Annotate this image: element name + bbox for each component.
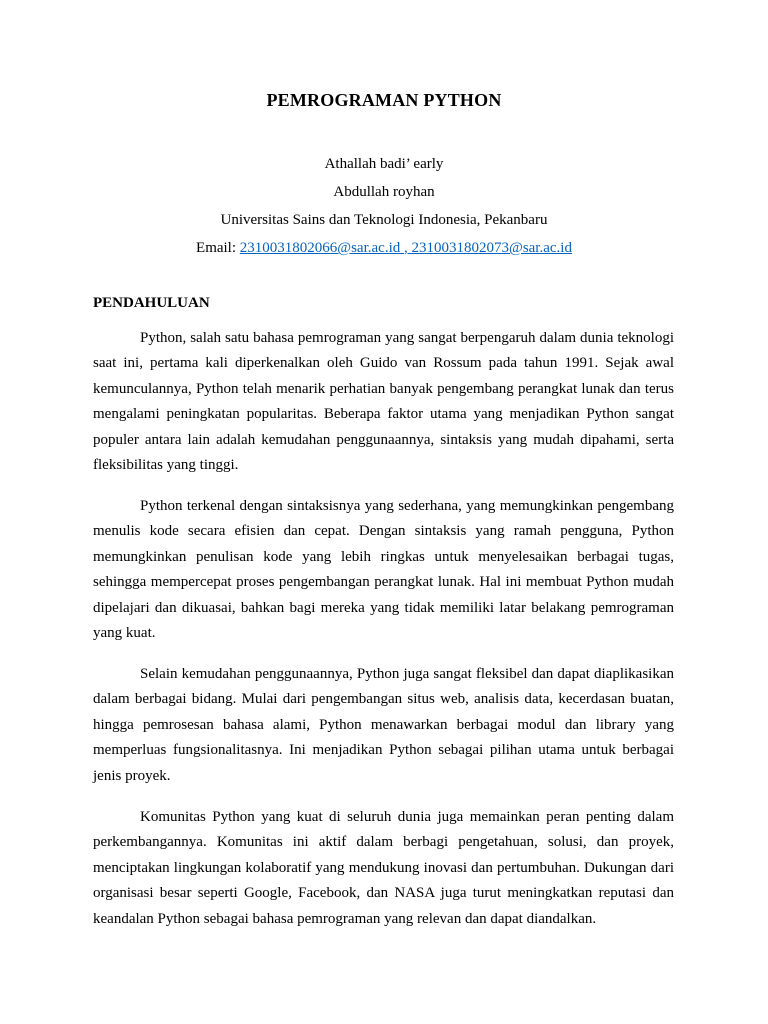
email-separator: , xyxy=(404,240,412,256)
body-paragraph: Python, salah satu bahasa pemrograman yang sangat berpengaruh dalam dunia teknologi saat ini, pertama kali diperkenalkan oleh Guido van Rossum pada tahun 1991. Sejak awal kemunculannya, Python telah menarik perhatian banyak pengembang perangkat lunak dan terus mengalami peningkatan popularitas. Beberapa faktor utama yang menjadikan Python sangat populer antara lain adalah kemudahan penggunaannya, sintaksis yang mudah dipahami, serta fleksibilitas yang tinggi. xyxy=(93,330,674,474)
body-paragraph: Selain kemudahan penggunaannya, Python juga sangat fleksibel dan dapat diaplikasikan dalam berbagai bidang. Mulai dari pengembangan situs web, analisis data, kecerdasan buatan, hingga pemrosesan bahasa alami, Python menawarkan berbagai modul dan library yang memperluas fungsionalitasnya. Ini menjadikan Python sebagai pilihan utama untuk berbagai jenis proyek. xyxy=(93,666,674,784)
author-name: Abdullah royhan xyxy=(333,184,435,200)
section-heading: PENDAHULUAN xyxy=(93,295,210,311)
email-label: Email: xyxy=(196,240,240,256)
body-paragraph: Komunitas Python yang kuat di seluruh dunia juga memainkan peran penting dalam perkembangannya. Komunitas ini aktif dalam berbagi pengetahuan, solusi, dan proyek, menciptakan lingkungan kolaboratif yang mendukung inovasi dan pertumbuhan. Dukungan dari organisasi besar seperti Google, Facebook, dan NASA juga turut meningkatkan reputasi dan keandalan Python sebagai bahasa pemrograman yang relevan dan dapat diandalkan. xyxy=(93,809,674,927)
affiliation: Universitas Sains dan Teknologi Indonesia, Pekanbaru xyxy=(220,212,548,228)
paper-title: PEMROGRAMAN PYTHON xyxy=(266,90,502,110)
email-link[interactable]: 2310031802066@sar.ac.id xyxy=(239,240,404,256)
email-line xyxy=(0,238,768,258)
email-link[interactable]: 2310031802073@sar.ac.id xyxy=(411,240,572,256)
author-name: Athallah badi’ early xyxy=(324,156,444,172)
body-paragraph: Python terkenal dengan sintaksisnya yang sederhana, yang memungkinkan pengembang menulis kode secara efisien dan cepat. Dengan sintaksis yang ramah pengguna, Python memungkinkan penulisan kode yang lebih ringkas untuk menyelesaikan berbagai tugas, sehingga mempercepat proses pengembangan perangkat lunak. Hal ini membuat Python mudah dipelajari dan dikuasai, bahkan bagi mereka yang tidak memiliki latar belakang pemrograman yang kuat. xyxy=(93,498,674,642)
